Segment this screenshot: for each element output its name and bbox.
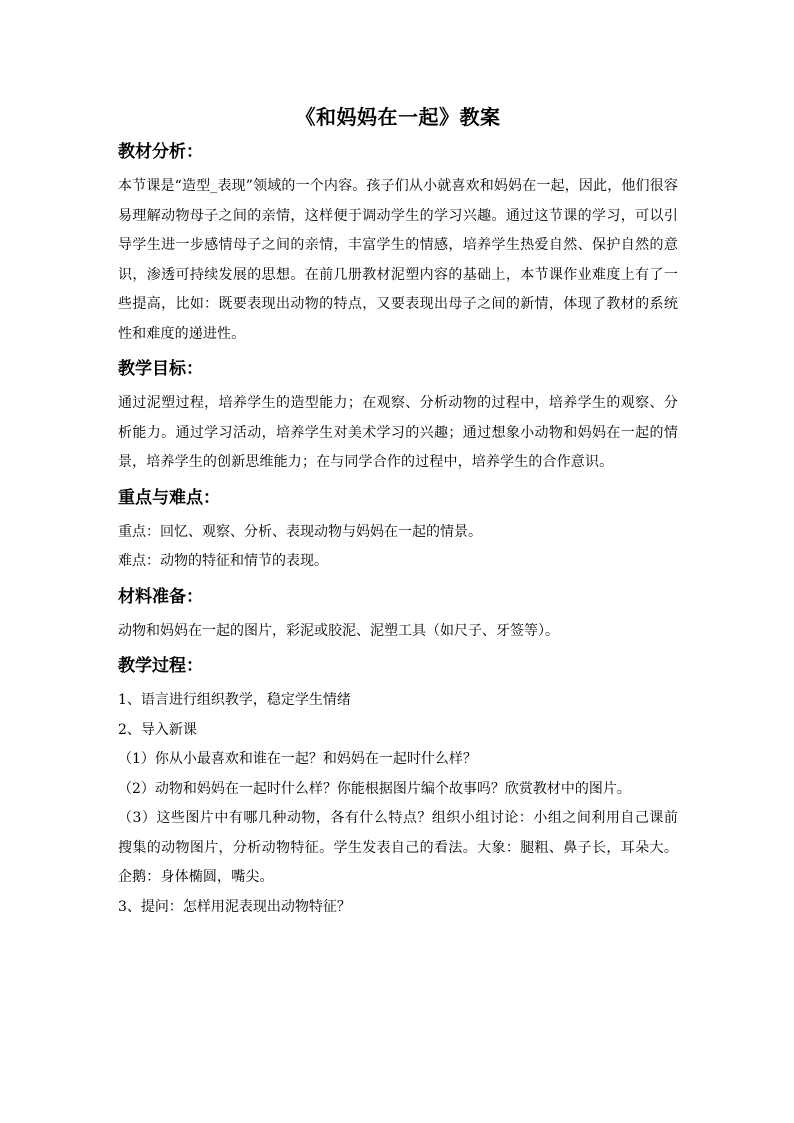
heading-goals: 教学目标： bbox=[118, 359, 203, 379]
process-question-3: （3）这些图片中有哪几种动物，各有什么特点？组织小组讨论：小组之间利用自己课前搜集的动物图片，分析动物特征。学生发表自己的看法。大象：腿粗、鼻子长，耳朵大。企鹅：身体椭圆，嘴尖。 bbox=[118, 810, 678, 885]
process-step-1: 1、语言进行组织教学，稳定学生情绪 bbox=[118, 692, 351, 708]
heading-materials: 材料准备： bbox=[118, 586, 203, 607]
process-step-3: 3、提问：怎样用泥表现出动物特征？ bbox=[118, 898, 351, 915]
document-title: 《和妈妈在一起》教案 bbox=[295, 105, 501, 129]
process-question-1: （1）你从小最喜欢和谁在一起？和妈妈在一起时什么样？ bbox=[118, 751, 477, 767]
paragraph-analysis: 本节课是“造型_表现”领域的一个内容。孩子们从小就喜欢和妈妈在一起，因此，他们很容易理解动物母子之间的亲情，这样便于调动学生的学习兴趣。通过这节课的学习，可以引导学生进一步感情母子之间的亲情，丰富学生的情感，培养学生热爱自然、保护自然的意识，渗透可持续发展的思想。在前几册教材泥塑内容的基础上，本节课作业难度上有了一些提高，比如：既要表现出动物的特点，又要表现出母子之间的新情，体现了教材的系统性和难度的递进性。 bbox=[118, 178, 678, 342]
heading-analysis: 教材分析： bbox=[118, 142, 203, 162]
process-step-2: 2、导入新课 bbox=[118, 721, 197, 738]
difficult-point-line: 难点：动物的特征和情节的表现。 bbox=[118, 553, 328, 569]
paragraph-goals: 通过泥塑过程，培养学生的造型能力；在观察、分析动物的过程中，培养学生的观察、分析能力。通过学习活动，培养学生对美术学习的兴趣；通过想象小动物和妈妈在一起的情景，培养学生的创新思维能力；在与同学合作的过程中，培养学生的合作意识。 bbox=[118, 395, 678, 470]
heading-process: 教学过程： bbox=[118, 656, 203, 676]
key-point-line: 重点：回忆、观察、分析、表现动物与妈妈在一起的情景。 bbox=[118, 523, 482, 540]
heading-key-points: 重点与难点： bbox=[118, 487, 220, 508]
paragraph-materials: 动物和妈妈在一起的图片，彩泥或胶泥、泥塑工具（如尺子、牙签等）。 bbox=[118, 622, 559, 639]
document-page bbox=[118, 102, 678, 922]
process-question-2: （2）动物和妈妈在一起时什么样？你能根据图片编个故事吗？欣赏教材中的图片。 bbox=[118, 780, 631, 797]
